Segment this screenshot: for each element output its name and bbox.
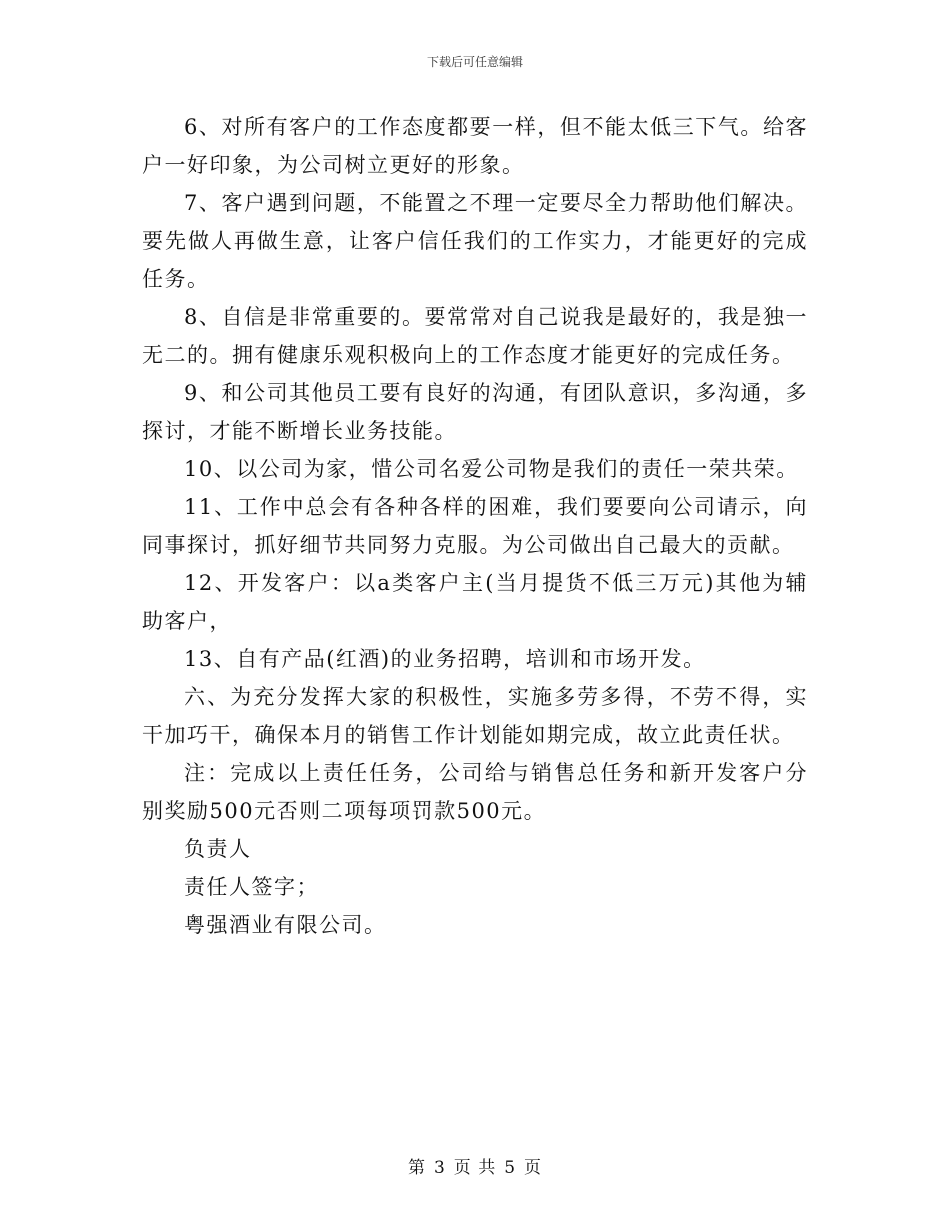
paragraph-section-six: 六、为充分发挥大家的积极性，实施多劳多得，不劳不得，实干加巧干，确保本月的销售工作计划能如期完成，故立此责任状。 [142, 685, 808, 747]
paragraph-item-11: 11、工作中总会有各种各样的困难，我们要要向公司请示，向同事探讨，抓好细节共同努力克服。为公司做出自己最大的贡献。 [142, 495, 808, 557]
paragraph-item-10: 10、以公司为家，惜公司名爱公司物是我们的责任一荣共荣。 [184, 457, 799, 481]
page-label-prefix: 第 [407, 1158, 426, 1178]
paragraph-note: 注：完成以上责任任务，公司给与销售总任务和新开发客户分别奖励500元否则二项每项罚款500元。 [142, 761, 808, 823]
page-label-middle: 页 共 [453, 1158, 497, 1178]
paragraph-item-13: 13、自有产品(红酒)的业务招聘，培训和市场开发。 [184, 647, 706, 671]
paragraph-item-8: 8、自信是非常重要的。要常常对自己说我是最好的，我是独一无二的。拥有健康乐观积极向上的工作态度才能更好的完成任务。 [142, 305, 808, 367]
page-total: 5 [504, 1158, 517, 1178]
page-label-suffix: 页 [524, 1158, 543, 1178]
signature-line: 责任人签字； [184, 875, 319, 899]
document-body [142, 108, 808, 944]
page-number: 3 [433, 1158, 446, 1178]
paragraph-item-7: 7、客户遇到问题，不能置之不理一定要尽全力帮助他们解决。要先做人再做生意，让客户信任我们的工作实力，才能更好的完成任务。 [142, 191, 808, 291]
page-footer [0, 1153, 950, 1178]
paragraph-item-9: 9、和公司其他员工要有良好的沟通，有团队意识，多沟通，多探讨，才能不断增长业务技能。 [142, 381, 808, 443]
responsible-person-line: 负责人 [184, 837, 252, 861]
paragraph-item-6: 6、对所有客户的工作态度都要一样，但不能太低三下气。给客户一好印象，为公司树立更好的形象。 [142, 115, 808, 177]
company-name: 粤强酒业有限公司。 [184, 913, 387, 937]
paragraph-item-12: 12、开发客户：以a类客户主(当月提货不低三万元)其他为辅助客户， [142, 571, 808, 633]
header-note: 下载后可任意编辑 [426, 55, 523, 69]
